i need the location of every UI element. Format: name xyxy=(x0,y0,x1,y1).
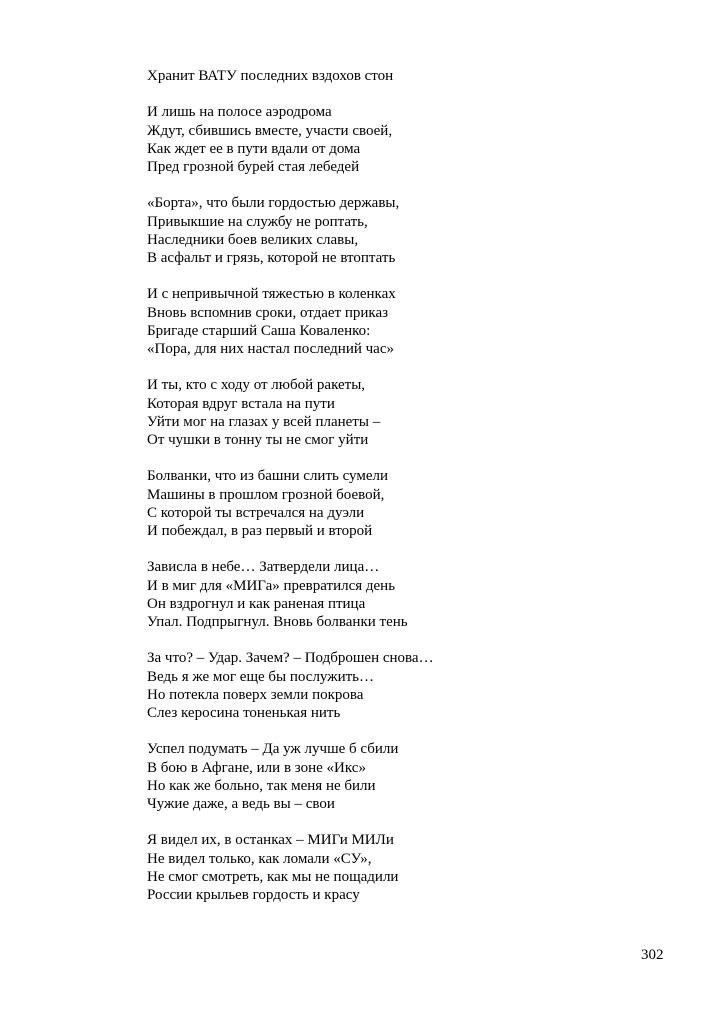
stanza-7 xyxy=(147,649,667,722)
poem-line: Упал. Подпрыгнул. Вновь болванки тень xyxy=(147,614,408,630)
stanza-1 xyxy=(147,103,667,176)
poem-line: Пред грозной бурей стая лебедей xyxy=(147,159,360,175)
poem-line: Ждут, сбившись вместе, участи своей, xyxy=(147,122,393,139)
poem-line: В асфальт и грязь, которой не втоптать xyxy=(147,250,396,266)
poem-line: И лишь на полосе аэродрома xyxy=(147,104,332,121)
poem-line: Ведь я же мог еще бы послужить… xyxy=(147,668,375,685)
poem-line: И с непривычной тяжестью в коленках xyxy=(147,286,396,303)
poem-line: «Пора, для них настал последний час» xyxy=(147,341,394,357)
poem-line: И в миг для «МИГа» превратился день xyxy=(147,577,396,594)
poem-line: С которой ты встречался на дуэли xyxy=(147,504,365,521)
poem-line: Успел подумать – Да уж лучше б сбили xyxy=(147,741,399,758)
poem-line: И побеждал, в раз первый и второй xyxy=(147,523,373,539)
poem-line: Он вздрогнул и как раненая птица xyxy=(147,595,366,612)
poem-line: Не смог смотреть, как мы не пощадили xyxy=(147,868,399,885)
poem-line: Привыкшие на службу не роптать, xyxy=(147,213,368,230)
poem-line: Наследники боев великих славы, xyxy=(147,231,359,248)
poem-line: «Борта», что были гордостью державы, xyxy=(147,195,400,212)
stanza-6 xyxy=(147,558,667,631)
stanza-8 xyxy=(147,740,667,813)
poem-line: Уйти мог на глазах у всей планеты – xyxy=(147,413,381,430)
poem-line: Но потекла поверх земли покрова xyxy=(147,686,364,703)
stanza-5 xyxy=(147,467,667,540)
poem-line: Хранит ВАТУ последних вздохов стон xyxy=(147,68,394,84)
poem-line: Вновь вспомнив сроки, отдает приказ xyxy=(147,304,389,321)
poem-line: Но как же больно, так меня не били xyxy=(147,777,376,794)
poem-line: За что? – Удар. Зачем? – Подброшен снова… xyxy=(147,650,434,667)
stanza-9 xyxy=(147,831,667,904)
poem-line: Не видел только, как ломали «СУ», xyxy=(147,850,372,867)
poem-line: Я видел их, в останках – МИГи МИЛи xyxy=(147,832,394,849)
poem-line: От чушки в тонну ты не смог уйти xyxy=(147,432,369,448)
stanza-2 xyxy=(147,194,667,267)
poem-text xyxy=(147,67,667,922)
poem-line: Машины в прошлом грозной боевой, xyxy=(147,486,385,503)
poem-line: Бригаде старший Саша Коваленко: xyxy=(147,322,371,339)
page-number: 302 xyxy=(641,947,664,963)
stanza-3 xyxy=(147,285,667,358)
poem-line: России крыльев гордость и красу xyxy=(147,887,360,903)
poem-line: Слез керосина тоненькая нить xyxy=(147,705,341,721)
stanza-opening xyxy=(147,67,667,85)
poem-line: Зависла в небе… Затвердели лица… xyxy=(147,559,380,576)
poem-line: И ты, кто с ходу от любой ракеты, xyxy=(147,377,366,394)
poem-line: Болванки, что из башни слить сумели xyxy=(147,468,389,485)
poem-line: Которая вдруг встала на пути xyxy=(147,395,335,412)
poem-line: В бою в Афгане, или в зоне «Икс» xyxy=(147,759,366,776)
poem-line: Чужие даже, а ведь вы – свои xyxy=(147,796,335,812)
stanza-4 xyxy=(147,376,667,449)
poem-line: Как ждет ее в пути вдали от дома xyxy=(147,140,361,157)
